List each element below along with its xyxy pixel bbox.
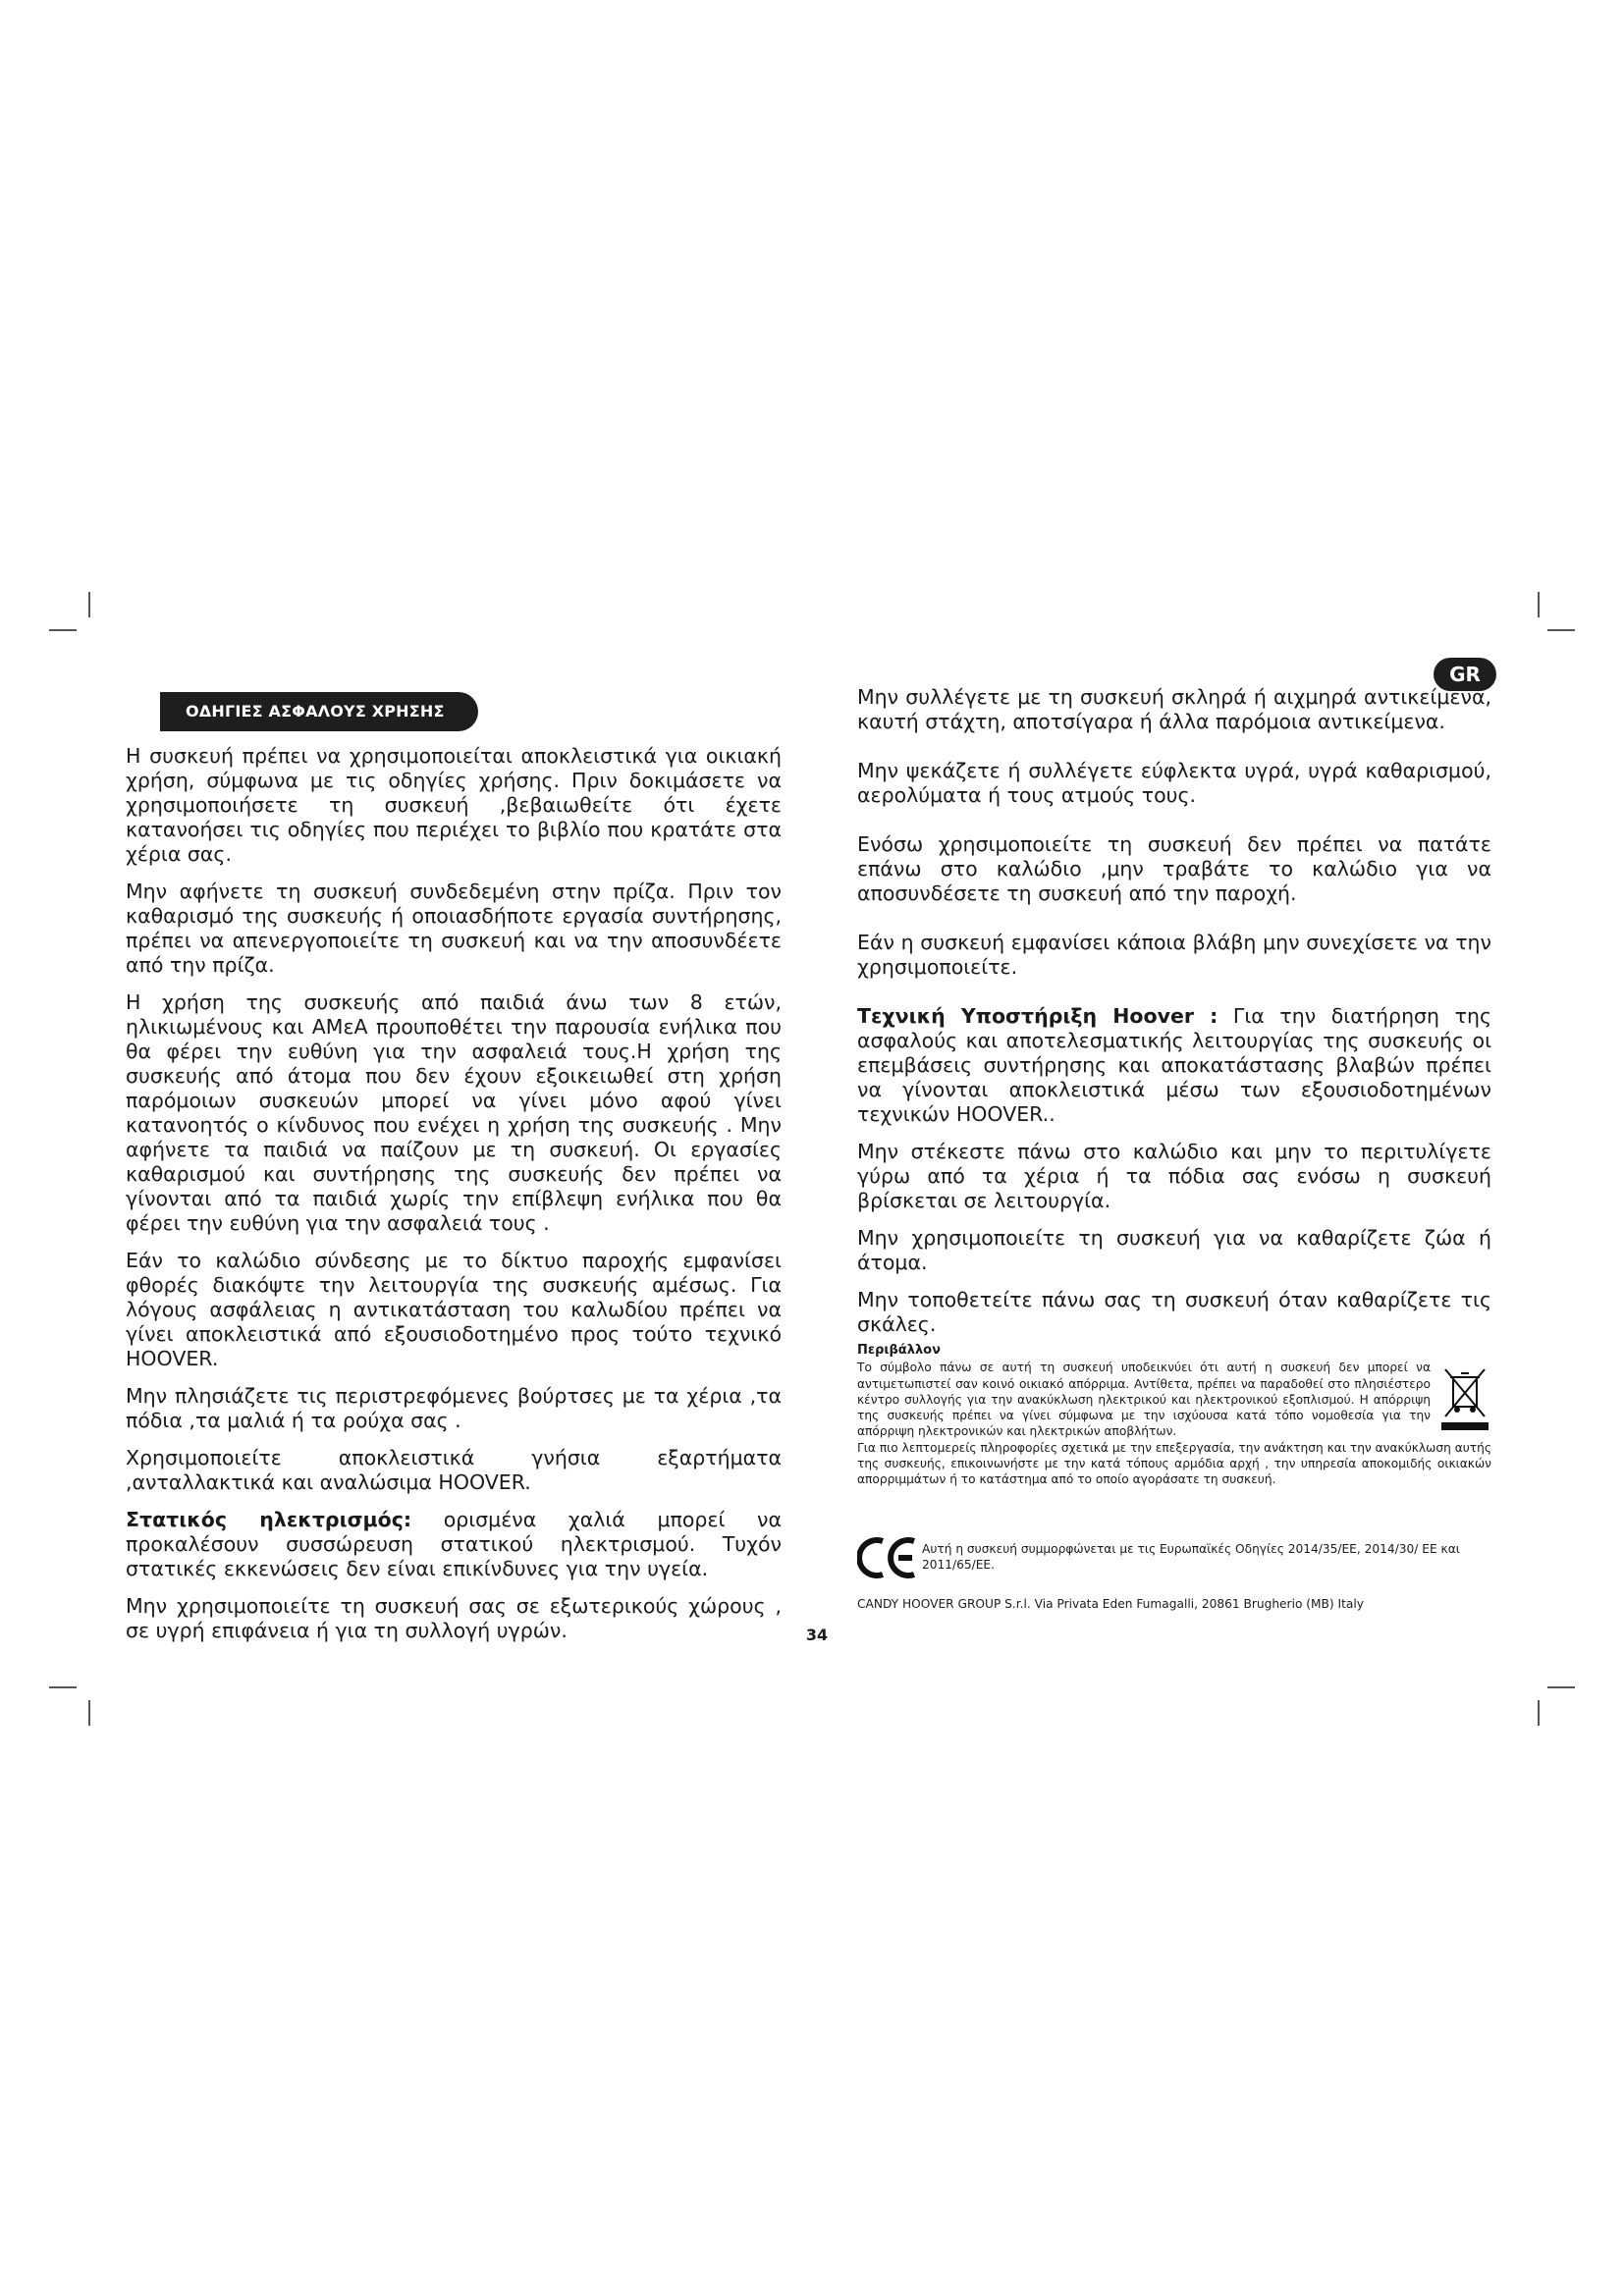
crop-mark: [1538, 1700, 1540, 1726]
crop-mark: [88, 1700, 90, 1726]
left-column: [126, 744, 782, 1656]
paragraph: Εάν η συσκευή εμφανίσει κάποια βλάβη μην συνεχίσετε να την χρησιμοποιείτε.: [857, 931, 1491, 979]
crossed-out-wheelie-bin-icon: [1439, 1365, 1490, 1430]
technical-support-heading: Τεχνική Υποστήριξη Hoover :: [857, 1004, 1218, 1028]
paragraph: Μην τοποθετείτε πάνω σας τη συσκευή όταν καθαρίζετε τις σκάλες.: [857, 1288, 1491, 1336]
right-column: [857, 685, 1491, 1350]
paragraph: Η χρήση της συσκευής από παιδιά άνω των 8 ετών, ηλικιωμένους και ΑΜεΑ προυποθέτει την παρουσία ενήλικα που θα φέρει την ευθύνη για την ασφαλειά τους.Η χρήση της συσκευής από άτομα που δεν έχουν εξοικειωθεί στη χρήση παρόμοιων συσκευών μπορεί να γίνει μόνο αφού γίνει κατανοητός ο κίνδυνος που ενέχει η χρήση της συσκευής . Μην αφήνετε τα παιδιά να παίζουν με τη συσκευή. Οι εργασίες καθαρισμού και συντήρησης της συσκευής δεν πρέπει να γίνονται από τα παιδιά χωρίς την επίβλεψη ενήλικα που θα φέρει την ευθύνη για την ασφαλειά τους .: [126, 990, 782, 1235]
crop-mark: [1547, 1686, 1575, 1688]
conformity-text: Αυτή η συσκευή συμμορφώνεται με τις Ευρωπαϊκές Οδηγίες 2014/35/ΕΕ, 2014/30/ ΕΕ και 2011/65/ΕΕ.: [922, 1542, 1460, 1573]
crop-mark: [88, 592, 90, 617]
paragraph: Μην ψεκάζετε ή συλλέγετε εύφλεκτα υγρά, υγρά καθαρισμού, αερολύματα ή τους ατμούς τους.: [857, 759, 1491, 807]
ce-mark-icon: [857, 1535, 918, 1580]
paragraph-text: ορισμένα χαλιά μπορεί να προκαλέσουν συσσώρευση στατικού ηλεκτρισμού. Τυχόν στατικές εκκενώσεις δεν είναι επικίνδυνες για την υγεία.: [126, 1508, 782, 1580]
conformity-row: [857, 1535, 1491, 1584]
paragraph: Μην χρησιμοποιείτε τη συσκευή σας σε εξωτερικούς χώρους , σε υγρή επιφάνεια ή για τη συλλογή υγρών.: [126, 1594, 782, 1642]
paragraph: Μην χρησιμοποιείτε τη συσκευή για να καθαρίζετε ζώα ή άτομα.: [857, 1226, 1491, 1274]
environment-text-more: Για πιο λεπτομερείς πληροφορίες σχετικά με την επεξεργασία, την ανάκτηση και την ανακύκλωση αυτής της συσκευής, επικοινωνήστε με την κατά τόπους αρμόδια αρχή , την υπηρεσία αποκομιδής οικιακών απορριμμάτων ή το κατάστημα από το οποίο αγοράσατε τη συσκευή.: [857, 1440, 1491, 1487]
paragraph: Μην συλλέγετε με τη συσκευή σκληρά ή αιχμηρά αντικείμενα, καυτή στάχτη, αποτσίγαρα ή άλλα παρόμοια αντικείμενα.: [857, 685, 1491, 733]
paragraph: Χρησιμοποιείτε αποκλειστικά γνήσια εξαρτήματα ,ανταλλακτικά και αναλώσιμα HOOVER.: [126, 1446, 782, 1494]
crop-mark: [49, 1686, 77, 1688]
crop-mark: [49, 629, 77, 631]
paragraph: [126, 1508, 782, 1581]
environment-title: Περιβάλλον: [857, 1343, 941, 1358]
paragraph: Ενόσω χρησιμοποιείτε τη συσκευή δεν πρέπει να πατάτε επάνω στο καλώδιο ,μην τραβάτε το καλώδιο για να αποσυνδέσετε τη συσκευή από την παροχή.: [857, 832, 1491, 905]
section-title: ΟΔΗΓΙΕΣ ΑΣΦΑΛΟΥΣ ΧΡΗΣΗΣ: [160, 692, 478, 731]
company-address: CANDY HOOVER GROUP S.r.l. Via Privata Eden Fumagalli, 20861 Brugherio (MB) Italy: [857, 1597, 1364, 1611]
paragraph: Μην πλησιάζετε τις περιστρεφόμενες βούρτσες με τα χέρια ,τα πόδια ,τα μαλιά ή τα ρούχα σας .: [126, 1384, 782, 1432]
paragraph: Εάν το καλώδιο σύνδεσης με το δίκτυο παροχής εμφανίσει φθορές διακόψτε την λειτουργία της συσκευής αμέσως. Για λόγους ασφάλειας η αντικατάσταση του καλωδίου πρέπει να γίνει αποκλειστικά από εξουσιοδοτημένο προς τούτο τεχνικό HOOVER.: [126, 1249, 782, 1370]
static-electricity-heading: Στατικός ηλεκτρισμός:: [126, 1508, 412, 1531]
paragraph-text: Για την διατήρηση της ασφαλούς και αποτελεσματικής λειτουργίας της συσκευής οι επεμβάσεις συντήρησης και αποκατάστασης βλαβών πρέπει να γίνονται αποκλειστικά μέσω των εξουσιοδοτημένων τεχνικών HOOVER..: [857, 1004, 1491, 1126]
paragraph: Μην στέκεστε πάνω στο καλώδιο και μην το περιτυλίγετε γύρω από τα χέρια ή τα πόδια σας ενόσω η συσκευή βρίσκεται σε λειτουργία.: [857, 1140, 1491, 1212]
paragraph: Η συσκευή πρέπει να χρησιμοποιείται αποκλειστικά για οικιακή χρήση, σύμφωνα με τις οδηγίες χρήσης. Πριν δοκιμάσετε να χρησιμοποιήσετε τη συσκευή ,βεβαιωθείτε ότι έχετε κατανοήσει τις οδηγίες που περιέχει το βιβλίο που κρατάτε στα χέρια σας.: [126, 744, 782, 866]
language-badge: GR: [1434, 658, 1496, 691]
crop-mark: [1547, 629, 1575, 631]
paragraph: [857, 1004, 1491, 1127]
environment-text: Το σύμβολο πάνω σε αυτή τη συσκευή υποδεικνύει ότι αυτή η συσκευή δεν μπορεί να αντιμετωπιστεί σαν κοινό οικιακό απόρριμα. Αντίθετα, πρέπει να παραδοθεί στο πλησιέστερο κέντρο συλλογής για την ανακύκλωση ηλεκτρικού και ηλεκτρονικού εξοπλισμού. Η απόρριψη της συσκευής πρέπει να γίνει σύμφωνα με την ισχύουσα κατά τόπο νομοθεσία για την απόρριψη ηλεκτρονικών και ηλεκτρικών αποβλήτων.: [857, 1361, 1431, 1439]
page-number: 34: [805, 1626, 829, 1644]
crop-mark: [1538, 592, 1540, 617]
paragraph: Μην αφήνετε τη συσκευή συνδεδεμένη στην πρίζα. Πριν τον καθαρισμό της συσκευής ή οποιασδήποτε εργασία συντήρησης, πρέπει να απενεργοποιείτε τη συσκευή και να την αποσυνδέετε από την πρίζα.: [126, 880, 782, 977]
environment-section: [857, 1343, 1491, 1488]
